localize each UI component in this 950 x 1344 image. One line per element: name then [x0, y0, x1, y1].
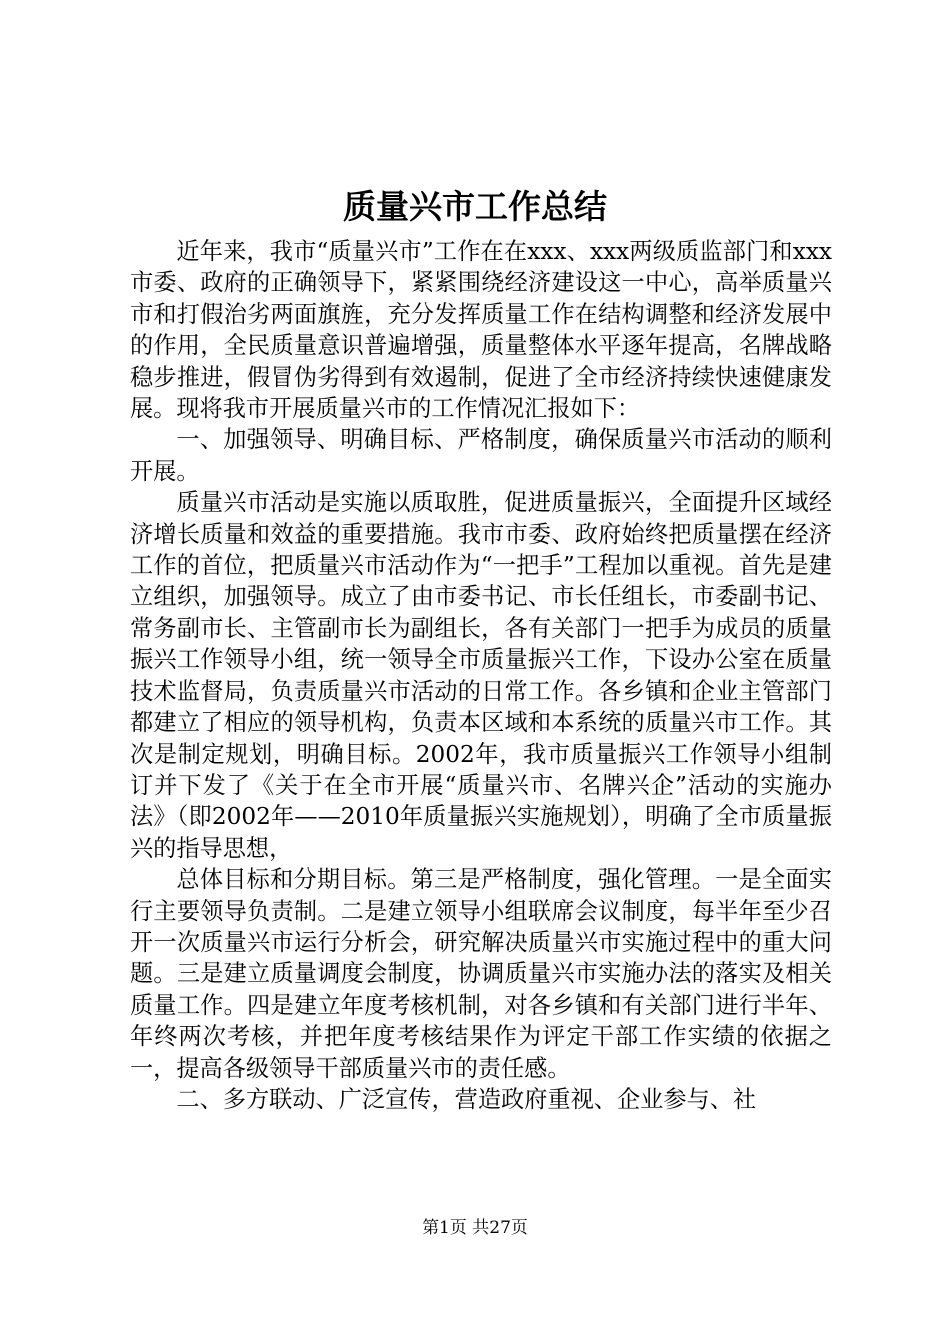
paragraph-section-2-heading: 二、多方联动、广泛宣传，营造政府重视、企业参与、社 — [176, 1085, 757, 1113]
paragraph-section-1-continued: 总体目标和分期目标。第三是严格制度，强化管理。一是全面实行主要领导负责制。二是建立领导小组联席会议制度，每半年至少召开一次质量兴市运行分析会，研究解决质量兴市实施过程中的重大问题。三是建立质量调度会制度，协调质量兴市实施办法的落实及相关质量工作。四是建立年度考核机制，对各乡镇和有关部门进行半年、年终两次考核，并把年度考核结果作为评定干部工作实绩的依据之一，提高各级领导干部质量兴市的责任感。 — [130, 866, 832, 1082]
document-body — [130, 236, 832, 1115]
document-title: 质量兴市工作总结 — [343, 187, 607, 226]
page-number-footer: 第1页 共27页 — [422, 1218, 528, 1238]
paragraph-section-1-heading: 一、加强领导、明确目标、严格制度，确保质量兴市活动的顺利开展。 — [130, 426, 832, 485]
paragraph-section-1-body: 质量兴市活动是实施以质取胜，促进质量振兴，全面提升区域经济增长质量和效益的重要措施。我市市委、政府始终把质量摆在经济工作的首位，把质量兴市活动作为“一把手”工程加以重视。首先是建立组织，加强领导。成立了由市委书记、市长任组长，市委副书记、常务副市长、主管副市长为副组长，各有关部门一把手为成员的质量振兴工作领导小组，统一领导全市质量振兴工作，下设办公室在质量技术监督局，负责质量兴市活动的日常工作。各乡镇和企业主管部门都建立了相应的领导机构，负责本区域和本系统的质量兴市工作。其次是制定规划，明确目标。2002年，我市质量振兴工作领导小组制订并下发了《关于在全市开展“质量兴市、名牌兴企”活动的实施办法》（即2002年——2010年质量振兴实施规划），明确了全市质量振兴的指导思想， — [130, 489, 832, 862]
paragraph-intro: 近年来，我市“质量兴市”工作在在xxx、xxx两级质监部门和xxx市委、政府的正确领导下，紧紧围绕经济建设这一中心，高举质量兴市和打假治劣两面旗旌，充分发挥质量工作在结构调整和经济发展中的作用，全民质量意识普遍增强，质量整体水平逐年提高，名牌战略稳步推进，假冒伪劣得到有效遏制，促进了全市经济持续快速健康发展。现将我市开展质量兴市的工作情况汇报如下： — [130, 238, 832, 423]
